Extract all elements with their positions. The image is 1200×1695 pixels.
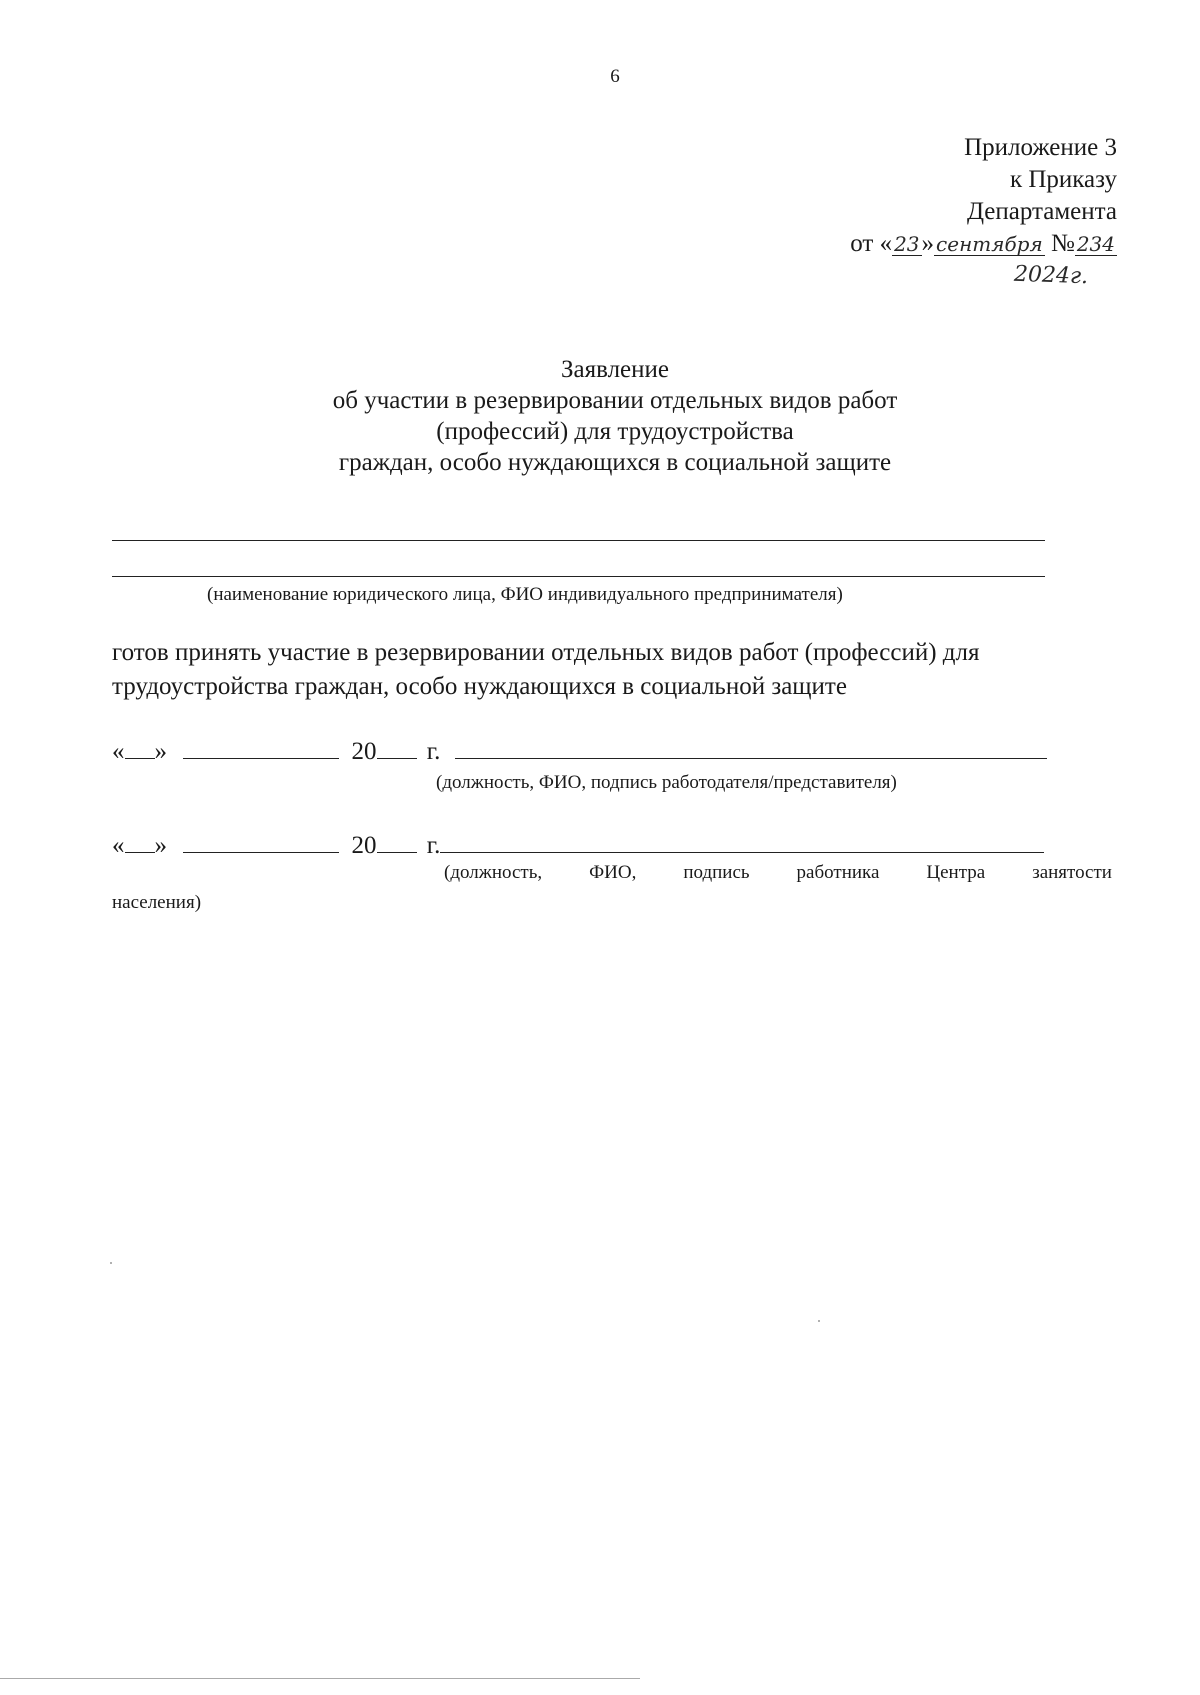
year-suffix: г. [426, 832, 441, 859]
year-blank[interactable] [377, 830, 417, 853]
signature-row-center [112, 830, 1044, 860]
scan-edge-line [0, 1678, 640, 1679]
day-blank[interactable] [125, 736, 155, 759]
caption-word: (должность, [444, 862, 543, 883]
quote-close: » [154, 738, 167, 765]
applicant-name-field-line-2[interactable] [112, 576, 1045, 577]
document-title [0, 354, 1200, 478]
employer-signature-blank[interactable] [455, 736, 1047, 759]
employer-signature-caption: (должность, ФИО, подпись работодателя/представителя) [436, 772, 897, 793]
date-prefix: от « [850, 230, 893, 257]
year-prefix: 20 [351, 738, 377, 765]
quote-open: « [112, 738, 125, 765]
appendix-header [850, 132, 1117, 260]
date-day-handwritten: 23 [894, 232, 920, 256]
month-blank[interactable] [183, 736, 339, 759]
appendix-order-ref: к Приказу [1009, 166, 1117, 193]
title-line-4: граждан, особо нуждающихся в социальной защите [338, 449, 892, 476]
signature-row-employer [112, 736, 1047, 766]
quote-open: « [112, 832, 125, 859]
year-prefix: 20 [351, 832, 377, 859]
caption-word: Центра [926, 862, 986, 883]
year-handwritten: 2024г. [1013, 261, 1089, 290]
number-value-handwritten: 234 [1076, 232, 1115, 256]
caption-word: ФИО, [589, 862, 637, 883]
statement-text: готов принять участие в резервировании отдельных видов работ (профессий) для трудоустройства граждан, особо нуждающихся в социальной защите [112, 639, 980, 700]
month-blank[interactable] [183, 830, 339, 853]
scan-speck [110, 1262, 112, 1264]
center-signature-caption-continuation: населения) [112, 892, 202, 913]
caption-word: подпись [683, 862, 750, 883]
date-month-handwritten: сентября [936, 232, 1043, 256]
quote-close: » [154, 832, 167, 859]
number-label: № [1050, 230, 1075, 257]
title-line-2: об участии в резервировании отдельных видов работ [332, 387, 898, 414]
year-suffix: г. [426, 738, 441, 765]
appendix-title: Приложение 3 [964, 134, 1117, 161]
year-blank[interactable] [377, 736, 417, 759]
center-signature-blank[interactable] [440, 830, 1044, 853]
appendix-department: Департамента [966, 198, 1117, 225]
appendix-date-number [850, 228, 1117, 260]
day-blank[interactable] [125, 830, 155, 853]
date-quote-close: » [921, 230, 935, 257]
applicant-name-caption: (наименование юридического лица, ФИО индивидуального предпринимателя) [207, 584, 843, 605]
caption-word: занятости [1032, 862, 1112, 883]
caption-word: работника [796, 862, 880, 883]
applicant-name-field-line-1[interactable] [112, 540, 1045, 541]
scan-speck [818, 1320, 820, 1322]
title-line-3: (профессий) для трудоустройства [436, 418, 794, 445]
title-line-1: Заявление [560, 356, 670, 383]
page-number: 6 [610, 66, 620, 87]
center-signature-caption [444, 862, 1112, 884]
